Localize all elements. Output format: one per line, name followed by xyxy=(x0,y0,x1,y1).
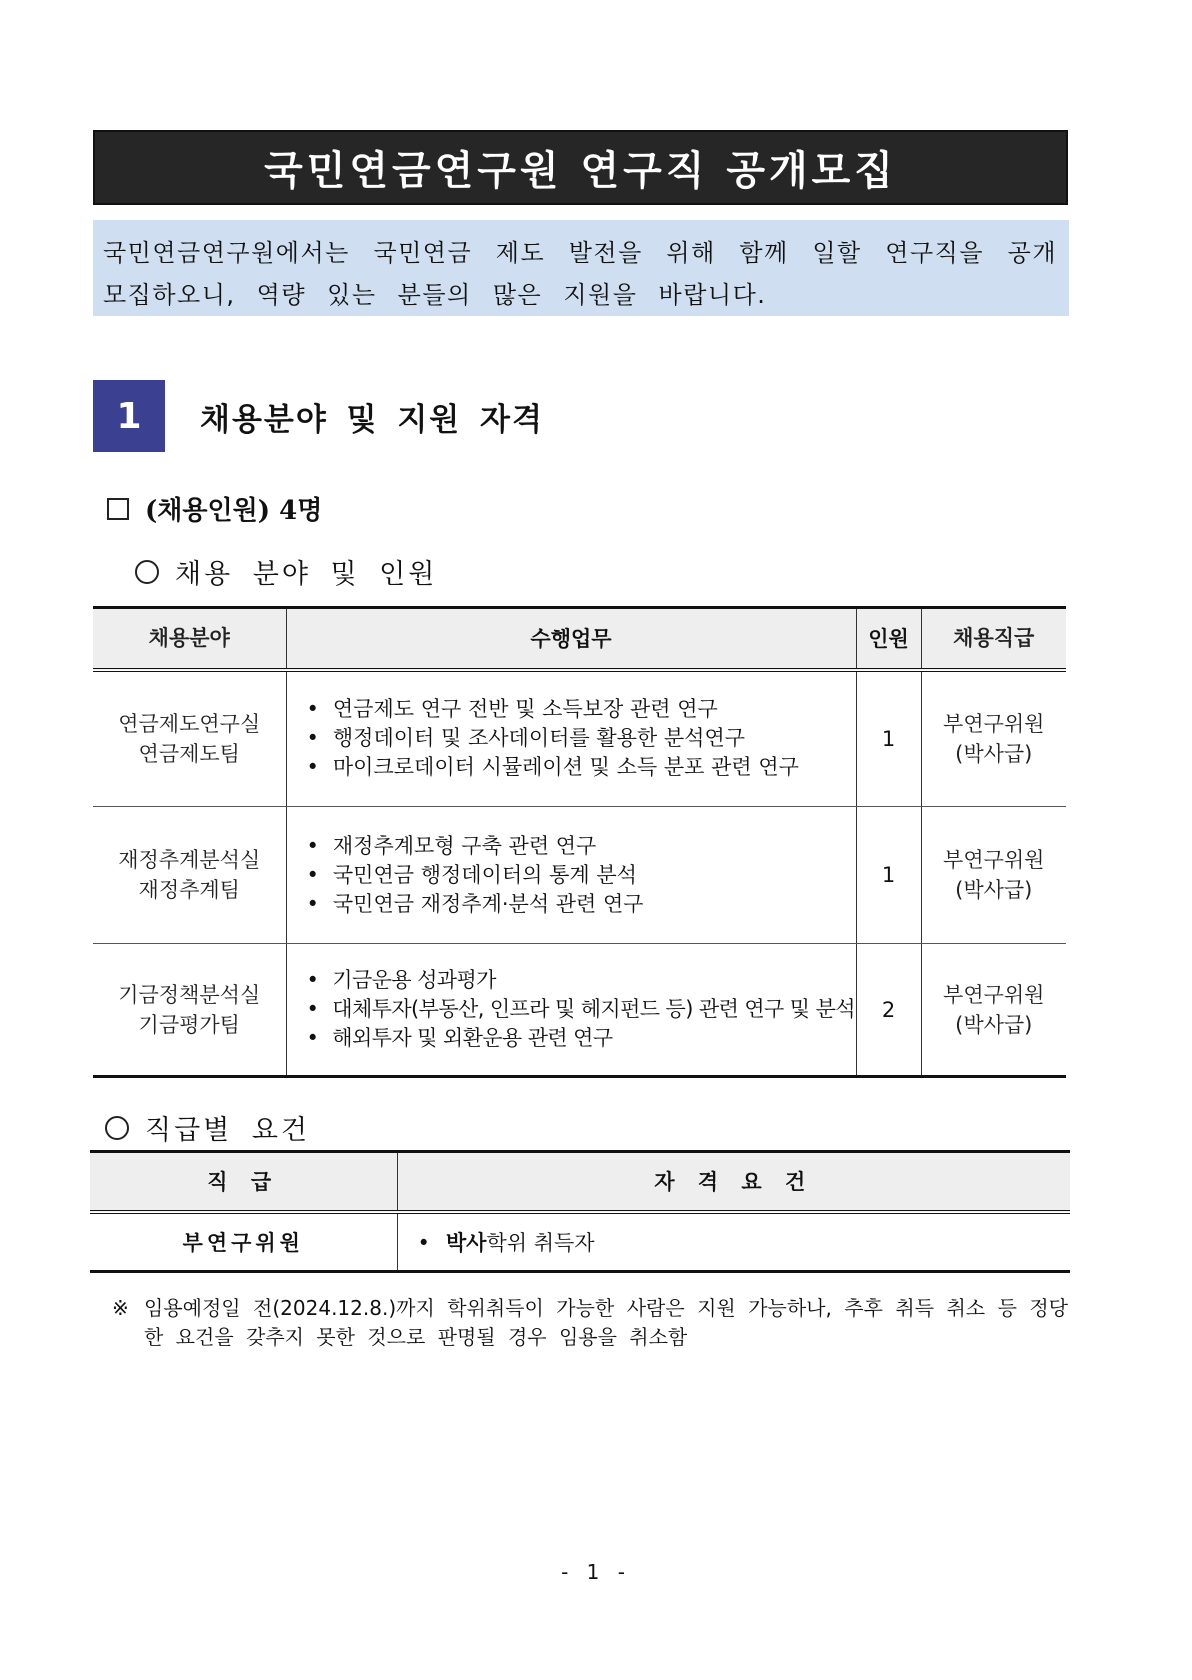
intro-box xyxy=(93,220,1069,316)
rank-title: 부연구위원 xyxy=(943,982,1045,1007)
rank-level: (박사급) xyxy=(955,1012,1033,1037)
team-name: 연금제도팀 xyxy=(138,741,240,766)
rank-requirements-table xyxy=(90,1150,1070,1273)
document-title-bar xyxy=(93,130,1068,205)
footnote-text: 임용예정일 전(2024.12.8.)까지 학위취득이 가능한 사람은 지원 가능하나, 추후 취득 취소 등 정당한 요건을 갖추지 못한 것으로 판명될 경우 임용을 취소함 xyxy=(144,1296,1068,1349)
empty-square-icon xyxy=(107,498,129,520)
task-item: • 마이크로데이터 시뮬레이션 및 소득 분포 관련 연구 xyxy=(307,753,856,782)
task-item: • 국민연금 행정데이터의 통계 분석 xyxy=(307,861,856,890)
intro-text: 국민연금연구원에서는 국민연금 제도 발전을 위해 함께 일할 연구직을 공개 모집하오니, 역량 있는 분들의 많은 지원을 바랍니다. xyxy=(103,239,1057,309)
circle-bullet-icon xyxy=(135,560,159,584)
task-item: • 해외투자 및 외환운용 관련 연구 xyxy=(307,1024,856,1053)
rank-cell xyxy=(921,807,1066,944)
header-count: 인원 xyxy=(856,608,921,670)
task-item: • 기금운용 성과평가 xyxy=(307,966,856,995)
task-item: • 행정데이터 및 조사데이터를 활용한 분석연구 xyxy=(307,724,856,753)
tasks-cell xyxy=(286,807,856,944)
rank-title: 부연구위원 xyxy=(943,711,1045,736)
table-row xyxy=(90,1212,1070,1272)
rank-cell xyxy=(921,944,1066,1077)
fields-heading xyxy=(135,552,437,591)
rank-requirements-heading xyxy=(105,1108,310,1147)
count-cell: 1 xyxy=(856,807,921,944)
tasks-cell xyxy=(286,944,856,1077)
circle-bullet-icon xyxy=(105,1116,129,1140)
fields-heading-text: 채용 분야 및 인원 xyxy=(175,559,438,590)
task-item: • 대체투자(부동산, 인프라 및 헤지펀드 등) 관련 연구 및 분석 xyxy=(307,995,856,1024)
requirement-cell xyxy=(397,1212,1070,1272)
bullet-icon: • xyxy=(417,1230,430,1255)
count-cell: 2 xyxy=(856,944,921,1077)
task-item: • 국민연금 재정추계·분석 관련 연구 xyxy=(307,890,856,919)
tasks-cell xyxy=(286,670,856,807)
table-row xyxy=(93,944,1066,1077)
count-cell: 1 xyxy=(856,670,921,807)
field-name: 연금제도연구실 xyxy=(118,711,261,736)
requirement-rest: 학위 취득자 xyxy=(486,1230,595,1255)
team-name: 기금평가팀 xyxy=(138,1012,240,1037)
reference-mark-icon: ※ xyxy=(112,1296,129,1320)
rank-title: 부연구위원 xyxy=(943,848,1045,872)
document-title: 국민연금연구원 연구직 공개모집 xyxy=(264,148,897,194)
recruitment-fields-table xyxy=(93,606,1066,1078)
section-number-badge: 1 xyxy=(93,380,165,452)
rank-heading-text: 직급별 요건 xyxy=(145,1115,310,1146)
field-cell xyxy=(93,944,286,1077)
page-number: - 1 - xyxy=(561,1560,631,1584)
field-cell xyxy=(93,807,286,944)
table-header-row xyxy=(90,1152,1070,1212)
rank-cell: 부연구위원 xyxy=(90,1212,397,1272)
table-row xyxy=(93,670,1066,807)
rank-level: (박사급) xyxy=(955,741,1033,766)
field-name: 재정추계분석실 xyxy=(118,848,261,872)
rank-level: (박사급) xyxy=(955,878,1033,902)
headcount-heading xyxy=(107,490,322,527)
team-name: 재정추계팀 xyxy=(138,878,240,902)
header-tasks: 수행업무 xyxy=(286,608,856,670)
field-cell xyxy=(93,670,286,807)
requirement-bold: 박사 xyxy=(445,1230,487,1255)
header-rank: 직 급 xyxy=(90,1152,397,1212)
footnote xyxy=(112,1294,1068,1352)
task-item: • 재정추계모형 구축 관련 연구 xyxy=(307,832,856,861)
header-field: 채용분야 xyxy=(93,608,286,670)
section-title: 채용분야 및 지원 자격 xyxy=(200,402,544,438)
table-header-row xyxy=(93,608,1066,670)
field-name: 기금정책분석실 xyxy=(118,982,261,1007)
rank-cell xyxy=(921,670,1066,807)
headcount-text: (채용인원) 4명 xyxy=(145,496,323,526)
table-row xyxy=(93,807,1066,944)
header-requirements: 자 격 요 건 xyxy=(397,1152,1070,1212)
header-rank: 채용직급 xyxy=(921,608,1066,670)
task-item: • 연금제도 연구 전반 및 소득보장 관련 연구 xyxy=(307,695,856,724)
